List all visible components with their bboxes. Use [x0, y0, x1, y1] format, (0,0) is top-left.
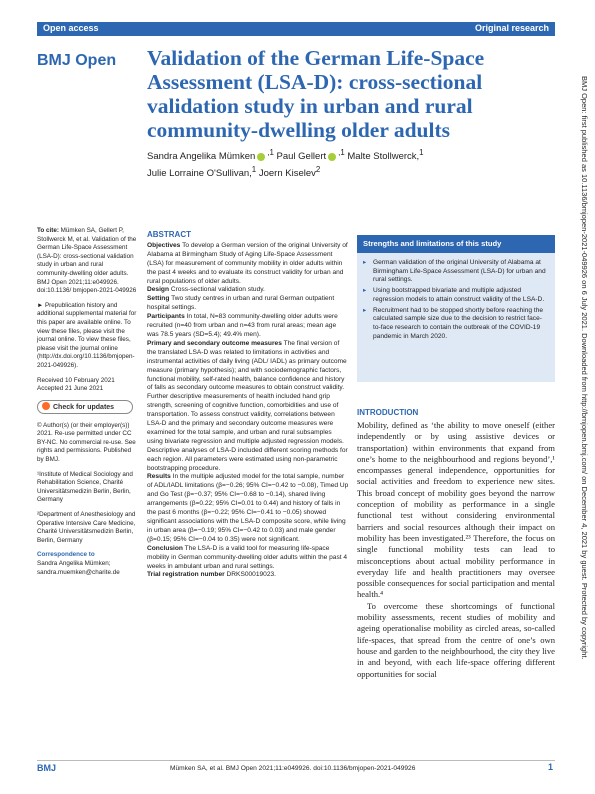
side-note-text: BMJ Open: first published as 10.1136/bmjopen-2021-049926 on 6 July 2021. Downloaded from http://bmjopen.bmj.com/ on December 4, 2021 by guest. Protected by copyright. — [580, 76, 589, 660]
article-type-label: Original research — [474, 23, 549, 33]
abstract-trial — [147, 571, 349, 580]
list-item: ▸ Using bootstrapped bivariate and multiple adjusted regression models to attain construct validity of the LSA-D. — [363, 287, 549, 304]
section-text: Cross-sectional validation study. — [168, 286, 265, 294]
affiliation-mark: ,1 — [338, 148, 345, 157]
author-name[interactable]: Paul Gellert — [273, 151, 327, 163]
abstract-participants — [147, 313, 349, 340]
correspondence-email[interactable]: sandra.muemken@charite.de — [37, 568, 120, 576]
section-label: Primary and secondary outcome measures — [147, 339, 282, 347]
abstract — [147, 231, 349, 580]
affiliation-mark: 1 — [251, 165, 257, 175]
page-footer — [0, 757, 595, 777]
list-item: ▸ Recruitment had to be stopped shortly before reaching the calculated sample size due to the decision to restrict face-to-face research to contain the outbreak of the COVID-19 pandemic in March 2020. — [363, 307, 549, 342]
abstract-setting — [147, 295, 349, 313]
strengths-list — [357, 253, 555, 341]
paragraph: Mobility, defined as ‘the ability to move oneself (either independently or by using assistive devices or transportation) within environments that expand from one’s home to the neighbourhood and regions beyond’,¹ encompasses general independence, opportunities for social activities and freedom to experience new sites. This broad concept of mobility goes beyond the narrow conception of mobility as performance in a single functional test without considering environmental barriers and social resources although their impact on mobility has been investigated.²³ Therefore, the focus on single functional mobility tests can lead to misconceptions about actual mobility performance in everyday life and health practitioners may oversee possible consequences for social participation and mental health.⁴ — [357, 420, 555, 600]
author-list — [147, 146, 547, 180]
section-text: In the multiple adjusted model for the total sample, number of ADL/IADL limitations (β=−0.26; 95% CI=−0.42 to −0.08), Timed Up and Go Test (β=−0.37; 95% CI=−0.68 to −0.14), shared living arrangements (β=0.22; 95% CI=0.01 to 0.44) and history of falls in the past 6 months (β=−0.22; 95% CI=−0.41 to −0.05) showed significant associations with the LSA-D composite score, while living in urban area (β=−0.19; 95% CI=−0.42 to 0.03) and male gender (β=0.15; 95% CI=−0.04 to 0.35) were not significant. — [147, 473, 349, 543]
section-label: Objectives — [147, 241, 181, 249]
check-for-updates-button[interactable] — [37, 400, 133, 414]
author-name[interactable]: Sandra Angelika Mümken — [147, 151, 256, 163]
strengths-limitations-box — [357, 235, 555, 382]
cite-text: Mümken SA, Gellert P, Stollwerck M, et al. Validation of the German Life-Space Assessment (LSA-D): cross-sectional validation study in urban and rural community-dwelling older adults. BMJ Open 2021;11:e049926. doi:10.1136/ bmjopen-2021-049926 — [37, 227, 137, 295]
author-name[interactable]: Joern Kiselev — [256, 168, 316, 180]
paragraph: To overcome these shortcomings of functional mobility assessments, recent studies of mobility and ageing operationalise mobility as circled areas, so-called life-spaces, that spread from the centre of one’s own house and garden to the neighbourhood, the city they live in and beyond, with each life-space offering different opportunities for social — [357, 600, 555, 679]
section-text: The LSA-D is a valid tool for measuring life-space mobility in German community-dwelling older adults within the past 4 weeks in ambulant urban and rural settings. — [147, 544, 348, 570]
section-label: Results — [147, 473, 171, 481]
open-access-label: Open access — [43, 23, 99, 33]
bmj-logo: BMJ — [37, 763, 57, 773]
check-for-updates-label: Check for updates — [53, 403, 115, 411]
copyright-note: © Author(s) (or their employer(s)) 2021. Re-use permitted under CC BY-NC. No commercial re-use. See rights and permissions. Published by BMJ. — [37, 421, 136, 464]
citation-block — [37, 227, 137, 296]
section-text: Two study centres in urban and rural German outpatient hospital settings. — [147, 295, 335, 312]
abstract-objectives — [147, 242, 349, 287]
orcid-icon[interactable] — [257, 153, 265, 161]
section-text: The final version of the translated LSA-D was related to limitations in activities and instrumental activities of daily living (ADL/ IADL) as primary outcome measure (primary hypothesis); and with sociodemographic factors, functional mobility, self-rated health, balance confidence and history of falls as secondary outcome measures to obtain construct validity. Further descriptive measurements of health included hand grip strength, screening of cognitive function, comorbidities and use of transportation. To assess construct validity, correlations between LSA-D and the primary and secondary outcome measures were examined for the total sample, and urban and rural subsamples using bivariate regression and multiple adjusted regression models. Descriptive analyses of LSA-D included different scoring methods for each region. All parameters were estimated using non-parametric bootstrapping procedure. — [147, 339, 348, 472]
received-date: Received 10 February 2021 — [37, 376, 115, 384]
author-name[interactable]: Julie Lorraine O'Sullivan, — [147, 168, 252, 180]
affiliation-mark: 1 — [419, 148, 424, 157]
accepted-date: Accepted 21 June 2021 — [37, 385, 104, 393]
footer-citation: Mümken SA, et al. BMJ Open 2021;11:e049926. doi:10.1136/bmjopen-2021-049926 — [170, 765, 416, 772]
section-label: Participants — [147, 313, 185, 321]
introduction-heading: INTRODUCTION — [357, 408, 419, 417]
journal-logo: BMJ Open — [37, 52, 117, 69]
correspondence-name: Sandra Angelika Mümken; — [37, 560, 111, 567]
author-name[interactable]: Malte Stollwerck, — [344, 151, 420, 163]
abstract-outcomes — [147, 340, 349, 474]
abstract-conclusion — [147, 545, 349, 572]
section-text: DRKS00019023. — [224, 571, 277, 579]
crossmark-icon — [42, 402, 50, 410]
header-bar — [37, 22, 555, 36]
list-item: ▸ German validation of the original University of Alabama at Birmingham Life-Space Assessment (LSA-D) for urban and rural settings. — [363, 259, 549, 285]
affiliation-2: ²Department of Anesthesiology and Operative Intensive Care Medicine, Charité Universitätsmedizin Berlin, Berlin, Germany — [37, 511, 136, 544]
section-text: To develop a German version of the original University of Alabama at Birmingham Study of Aging Life-Space Assessment (LSA) for measurement of community mobility in older adults within the past 4 weeks and to evaluate its construct validity for urban and rural populations of older adults. — [147, 241, 348, 285]
affiliation-mark: 2 — [315, 165, 321, 175]
section-label: Conclusion — [147, 544, 183, 552]
section-label: Design — [147, 286, 169, 294]
publication-side-note — [579, 76, 589, 776]
prepublication-note[interactable]: ► Prepublication history and additional supplemental material for this paper are available online. To view these files, please visit the journal online. To view these files, please visit the journal online (http://dx.doi.org/10.1136/bmjopen-2021-049926). — [37, 301, 137, 369]
cite-label: To cite: — [37, 227, 59, 234]
dates-block — [37, 377, 137, 394]
section-label: Trial registration number — [147, 571, 225, 579]
correspondence-block — [37, 551, 137, 577]
introduction-body — [357, 420, 555, 680]
page-number: 1 — [548, 762, 554, 772]
abstract-results — [147, 473, 349, 544]
section-label: Setting — [147, 295, 170, 303]
article-title: Validation of the German Life-Space Assessment (LSA-D): cross-sectional validation study in urban and rural community-dwelling older adults — [147, 46, 485, 142]
abstract-design — [147, 286, 349, 295]
article-sidebar — [37, 227, 137, 583]
orcid-icon[interactable] — [328, 153, 336, 161]
strengths-heading: Strengths and limitations of this study — [357, 235, 555, 253]
section-text: In total, N=83 community-dwelling older adults were recruited (n=40 from urban and n=43 from rural areas; mean age was 78.5 years (SD=5.4); 49.4% men). — [147, 313, 338, 338]
affiliation-1: ¹Institute of Medical Sociology and Rehabilitation Science, Charité Universitätsmedizin Berlin, Berlin, Germany — [37, 470, 133, 504]
affiliation-mark: ,1 — [267, 148, 274, 157]
abstract-heading: ABSTRACT — [147, 230, 191, 239]
correspondence-label: Correspondence to — [37, 551, 95, 559]
